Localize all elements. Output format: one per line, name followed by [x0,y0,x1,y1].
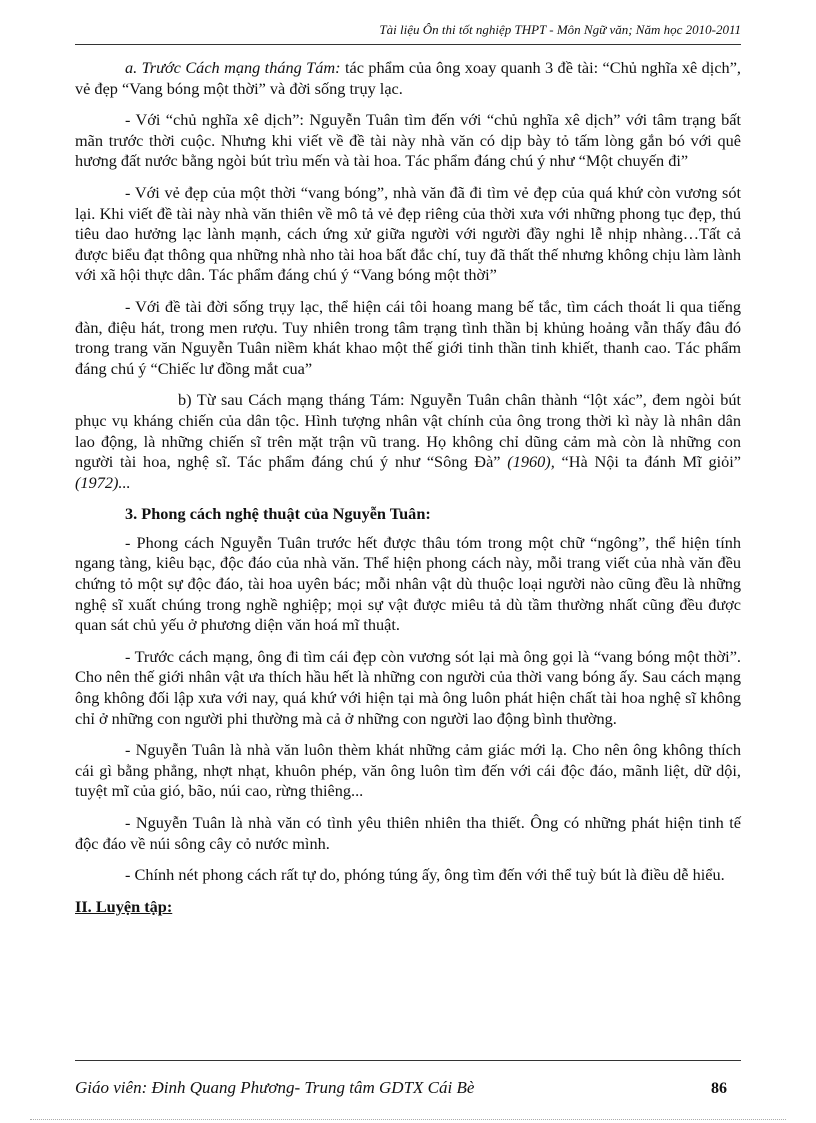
paragraph-tu-do: - Chính nét phong cách rất tự do, phóng túng ấy, ông tìm đến với thể tuỳ bút là điều dễ hiểu. [125,865,725,885]
para-b-text: b) Từ sau Cách mạng tháng Tám: Nguyễn Tuân chân thành “lột xác”, đem ngòi bút phục vụ kháng chiến của dân tộc. Hình tượng nhân vật chính của ông trong thời kì này là nhân dân lao động, là những chiến sĩ trên mặt trận vũ trang. Họ không chỉ dũng cảm mà còn là những con người tài hoa, nghệ sĩ. Tác phẩm đáng chú ý như “Sông Đà” [75,390,741,472]
paragraph-ngong: - Phong cách Nguyễn Tuân trước hết được thâu tóm trong một chữ “ngông”, thể hiện tính ngang tàng, kiêu bạc, độc đáo của nhà văn. Thể hiện phong cách này, mỗi trang viết của nhà văn đều chứng tỏ một sự độc đáo, tài hoa uyên bác; mỗi nhân vật dù thuộc loại người nào cũng đều là những nghệ sĩ xuất chúng trong nghề nghiệp; mọi sự vật được miêu tả dù tầm thường nhất cũng đều được quan sát chủ yếu ở phương diện văn hoá mĩ thuật. [75,532,741,635]
page-header [75,22,741,45]
page-bottom-border [30,1119,786,1120]
paragraph-truoc-cach-mang: - Trước cách mạng, ông đi tìm cái đẹp còn vương sót lại mà ông gọi là “vang bóng một thời”. Cho nên thế giới nhân vật ưa thích hầu hết là những con người của thời vang bóng ấy. Sau cách mạng ông không đối lập xưa với nay, quá khứ với hiện tại mà ông luôn phát hiện chất tài hoa nghệ sĩ không chỉ ở những con người phi thường mà cả ở những con người lao động bình thường. [75,646,741,728]
paragraph-b [75,390,741,493]
page-content [75,58,741,928]
paragraph-truy-lac: - Với đề tài đời sống trụy lạc, thể hiện cái tôi hoang mang bế tắc, tìm cách thoát li qua tiếng đàn, điệu hát, trong men rượu. Tuy nhiên trong tâm trạng tình thần bị khủng hoảng vẫn thấy đâu đó trong trang văn Nguyễn Tuân niềm khát khao một thế giới tinh thần tinh khiết, thanh cao. Tác phẩm đáng chú ý “Chiếc lư đồng mắt cua” [75,296,741,378]
para-b-work2: “Hà Nội ta đánh Mĩ giỏi” [554,452,741,472]
section-heading-luyen-tap: II. Luyện tập: [75,896,173,916]
paragraph-vang-bong: - Với vẻ đẹp của một thời “vang bóng”, nhà văn đã đi tìm vẻ đẹp của quá khứ còn vương sót lại. Khi viết đề tài này nhà văn thiên về mô tả vẻ đẹp riêng của thời xưa với những phong tục đẹp, thú tiêu dao hưởng lạc lành mạnh, cách ứng xử giữa người với người đầy nghi lễ nhịp nhàng…Tất cả được biểu đạt thông qua những nhà nho tài hoa bất đắc chí, tuy đã thất thế nhưng không chịu làm lành với xã hội thực dân. Tác phẩm đáng chú ý “Vang bóng một thời” [75,182,741,285]
footer-teacher: Giáo viên: Đinh Quang Phương- Trung tâm GDTX Cái Bè [75,1078,475,1097]
paragraph-them-khat: - Nguyễn Tuân là nhà văn luôn thèm khát những cảm giác mới lạ. Cho nên ông không thích cái gì bằng phẳng, nhợt nhạt, khuôn phép, văn ông luôn tìm đến với cái độc đáo, mãnh liệt, dữ dội, tuyệt mĩ của gió, bão, núi cao, rừng thiêng... [75,740,741,801]
para-b-year1: (1960), [500,452,555,472]
page-footer [75,1078,741,1098]
para-b-year2: (1972)... [75,472,131,492]
paragraph-xe-dich: - Với “chủ nghĩa xê dịch”: Nguyễn Tuân tìm đến với “chủ nghĩa xê dịch” với tâm trạng bất mãn trước thời cuộc. Nhưng khi viết về đề tài này nhà văn có dịp bày tỏ tấm lòng gắn bó với quê hương đất nước bằng ngòi bút trìu mến và tài hoa. Tác phẩm đáng chú ý như “Một chuyến đi” [75,110,741,171]
page-number: 86 [711,1080,727,1097]
para-a-label: a. Trước Cách mạng tháng Tám: [125,58,341,77]
paragraph-a [75,58,741,99]
footer-divider [75,1060,741,1061]
paragraph-yeu-thien-nhien: - Nguyễn Tuân là nhà văn có tình yêu thiên nhiên tha thiết. Ông có những phát hiện tinh tế độc đáo về núi sông cây cỏ nước mình. [75,813,741,853]
section-heading-3: 3. Phong cách nghệ thuật của Nguyễn Tuân: [125,504,431,524]
para-a-text: tác phẩm của ông xoay quanh 3 đề tài: “Chủ nghĩa xê dịch”, vẻ đẹp “Vang bóng một thời” và đời sống trụy lạc. [75,58,741,98]
header-title: Tài liệu Ôn thi tốt nghiệp THPT - Môn Ngữ văn; Năm học 2010-2011 [379,22,741,37]
